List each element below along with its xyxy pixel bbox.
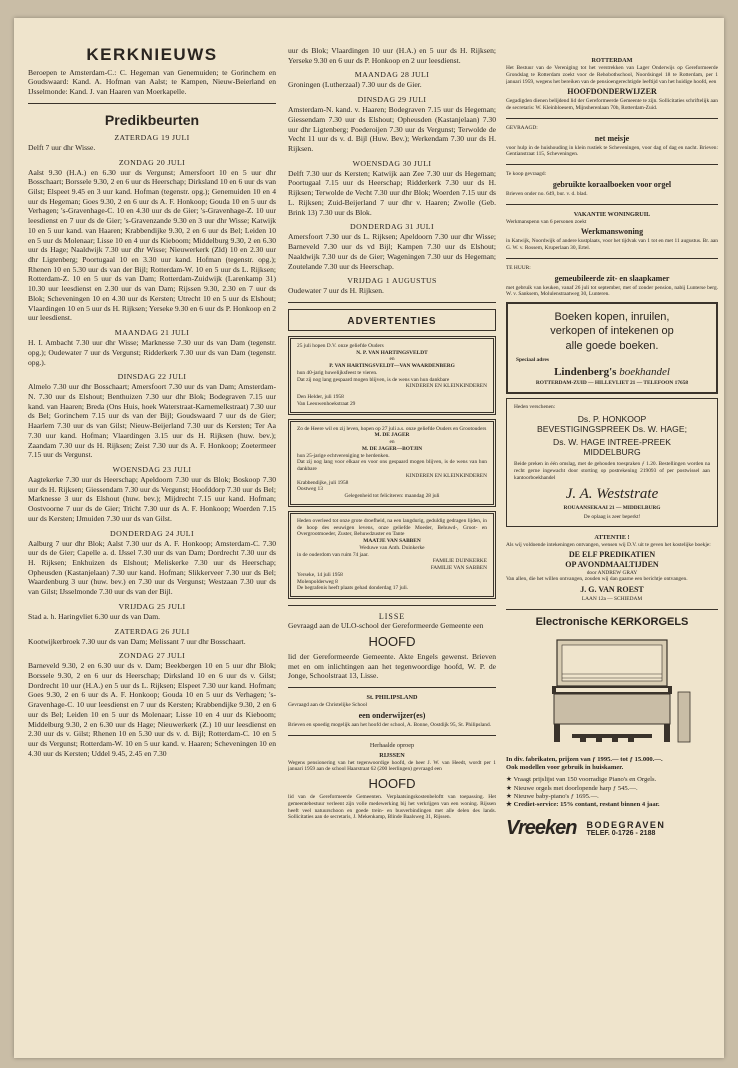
day-schedule: Almelo 7.30 uur dhr Bosschaart; Amersfoort 7.30 uur ds van Dam; Amsterdam-N. 7.30 uur ds Elshout; Benthuizen 7.30 uur dhr Blok; Bodegraven 7.15 uur kand. van Haaren; Breda (Ons Huis, hoek Waterstraat-Karnemelkstraat) 7.30 uur ds Bel; Gorinchem 7.15 uur ds van der Bijl; Goudswaard 7 uur ds de Gier; Haarlem 7.30 uur ds van Gilst; Nieuw-Beijerland 7.30 uur ds Kersten; Ter Aa 7.30 uur kand. Hofman; Vlaardingen 3.15 uur ds H. Rijksen (huw. bev.); Zaandam 7.30 uur ds H. Rijksen; Zeist 7.30 uur ds A. F. Honkoop; Zoetermeer 7.15 uur ds Vergunst.: [28, 382, 276, 460]
day-schedule: Amsterdam-N. kand. v. Haaren; Bodegraven 7.15 uur ds Hegeman; Giessendam 7.30 uur ds Elshout; Opheusden (Kastanjelaan) 7.30 uur dhr Ligtenberg; Poederoijen 7.30 uur ds Vergunst; Terwolde de Vecht 11 uur ds v. d. Bijl (Huw. Bev.); Werkendam 7.30 uur ds H. Rijksen.: [288, 105, 496, 154]
column-middle: [288, 46, 496, 1051]
overlijden-ad: Heden overleed tot onze grote droefheid, na een langdurig, geduldig gedragen lijden, in de hoop des eeuwigen levens, onze geliefde Moeder, Behuwd-, Groot- en Overgrootmoeder, Zuster, Behuwdzuster en Tante MAATJE VAN SABBEN Weduwe van Anth. Duinkerke in de ouderdom van ruim 74 jaar. FAMILIE DUINKERKE FAMILIE VAN SABBEN Yerseke, 14 juli 1958 Molenpolderweg 8 De begrafenis heeft plaats gehad donderdag 17 juli.: [288, 511, 496, 599]
day-schedule: Delft 7.30 uur ds Kersten; Katwijk aan Zee 7.30 uur ds Hegeman; Poortugaal 7.15 uur ds Heerschap; Ridderkerk 7.30 uur ds H. Rijksen; Terwolde de Vecht 7.30 uur dhr Blok; Woerden 7.15 uur ds L. Rijksen; Zuid-Beijerland 7 uur dhr v. Haaren; Zwolle (Geb. Brink 13) 7.30 uur ds Blok.: [288, 168, 496, 217]
advertenties-header: ADVERTENTIES: [288, 309, 496, 331]
day-heading: WOENSDAG 23 JULI: [112, 464, 192, 474]
day-schedule: H. I. Ambacht 7.30 uur dhr Wisse; Marknesse 7.30 uur ds van Dam (tegenstr. opg.); Oudewater 7 uur ds Vergunst; Ridderkerk 7.30 uur ds van Dam (tegenstr. opg.).: [28, 338, 276, 367]
vacature-rotterdam: ROTTERDAM Het Bestuur van de Vereniging tot het verstrekken van Lager Onderwijs op Gereformeerde Grondslag te Rotterdam zoekt voor de Rehobothschool, Noordsingel 18 te Rotterdam, per 1 januari 1959, wegens het bereiken van de pensioengerechtigde leeftijd van het huidige hoofd, een HOOFDONDERWIJZER Gegadigden dienen belijdend lid der Gereformeerde Gemeente te zijn. Sollicitaties schriftelijk aan de secretaris: W. Kleinbloesem, Mijnsherenlaan 70b, Rotterdam-Zuid.: [506, 57, 718, 111]
day-heading: ZATERDAG 26 JULI: [114, 626, 190, 636]
te-koop-orgelboeken: Te koop gevraagd: gebruikte koraalboeken voor orgel Brieven onder no. 649, bur. v. d. blad.: [506, 171, 672, 197]
lindenberg-boekhandel-ad: Boeken kopen, inruilen, verkopen of intekenen op alle goede boeken. Speciaal adres Lindenberg's boekhandel ROTTERDAM-ZUID — HILLEVLIET 21 — TELEFOON 17658: [506, 302, 718, 394]
vacature-lisse: LISSE Gevraagd aan de ULO-school der Gereformeerde Gemeente een HOOFD lid der Gereformeerde Gemeente. Akte Engels gewenst. Brieven met en om inlichtingen aan het tegenwoordige hoofd, W. P. de Jonge, Schoolstraat 13, Lisse.: [288, 612, 496, 681]
day-schedule: Amersfoort 7.30 uur ds L. Rijksen; Apeldoorn 7.30 uur dhr Wisse; Barneveld 7.30 uur ds vd Bijl; Kampen 7.30 uur ds Elshout; Naaldwijk 7.30 uur ds de Gier; Wageningen 7.30 uur ds Hegeman; Zoutelande 7.30 uur ds Heerschap.: [288, 232, 496, 271]
day-schedule: Kootwijkerbroek 7.30 uur ds van Dam; Melissant 7 uur dhr Bosschaart.: [28, 636, 246, 646]
vreeken-logo-block: Vreeken BODEGRAVEN TELEF. 0-1726 - 2188: [506, 817, 666, 840]
gevraagd-meisje: GEVRAAGD: net meisje voor hulp in de huishouding in klein rustiek te Scheveningen, voor dag of dag en nacht. Brieven: Gentianstraat 115, Scheveningen.: [506, 124, 718, 158]
day-schedule: Stad a. h. Haringvliet 6.30 uur ds van Dam.: [28, 611, 161, 621]
day-heading: DINSDAG 29 JULI: [357, 95, 427, 105]
day-schedule: Groningen (Lutherzaal) 7.30 uur ds de Gier.: [288, 80, 422, 90]
divider: [28, 103, 276, 104]
day-heading: DINSDAG 22 JULI: [117, 372, 187, 382]
jubileum-ad-de-jager: Zo de Heere wil en zij leven, hopen op 27 juli a.s. onze geliefde Ouders en Grootouders M. DE JAGER en M. DE JAGER—BOTJIN hun 25-jarige echtvereniging te herdenken. Dat zij nog lang voor elkaar en voor ons gespaard mogen blijven, is de wens van hun dankbare KINDEREN EN KLEINKINDEREN Krabbendijke, juli 1958 Oostweg 13 Gelegenheid tot feliciteren: maandag 28 juli: [288, 419, 496, 507]
predikatien-ad: ATTENTIE ! Als wij voldoende intekeningen ontvangen, wensen wij D.V. uit te geven het kostelijke boekje: DE ELF PREDIKATIEN OP AVONDMAALTIJDEN door ANDREW GRAY Van allen, die het willen ontvangen, zouden wij dan gaarne een berichtje ontvangen. J. G. VAN ROEST LAAN 12a — SCHIEDAM: [506, 533, 711, 603]
predikbeurten-list: [28, 133, 276, 759]
weststrate-preken-ad: Heden verschenen: Ds. P. HONKOOP BEVESTIGINGSPREEK Ds. W. HAGE; Ds. W. HAGE INTREE-PREEK MIDDELBURG Beide preken in één omslag, met de gehouden toespraken ƒ 1.20. Bestellingen worden na recht gerne ingewacht door storting op postrekening 219093 of per postwissel aan kantoorboekhandel J. A. Weststrate ROUAANSEKAAI 21 — MIDDELBURG De oplaag is zeer beperkt!: [506, 398, 718, 527]
predikbeurten-title: Predikbeurten: [104, 111, 200, 128]
day-heading: DONDERDAG 24 JULI: [110, 528, 194, 538]
day-heading: MAANDAG 28 JULI: [354, 70, 430, 80]
vreeken-logo: Vreeken: [506, 817, 577, 840]
jubileum-ad-hartingsveldt: 25 juli hopen D.V. onze geliefde Ouders N. P. VAN HARTINGSVELDT en P. VAN HARTINGSVELDT—VAN WAARDENBERG hun 40-jarig huwelijksfeest te vieren. Dat zij nog lang gespaard mogen blijven, is de wens van hun dankbare KINDEREN EN KLEINKINDEREN Den Helder, juli 1958 Van Leeuwenhoekstraat 29: [288, 336, 496, 415]
divider: [288, 302, 496, 303]
divider: [506, 118, 718, 119]
vacature-philipsland: St. PHILIPSLAND Gevraagd aan de Christelijke School een onderwijzer(es) Brieven en spoedig mogelijk aan het hoofd der school, A. Bonne, Oostdijk 95, St. Philipsland.: [288, 694, 492, 728]
day-heading: WOENSDAG 30 JULI: [352, 158, 432, 168]
te-huur-kamer: TE HUUR: gemeubileerde zit- en slaapkamer met gebruik van keuken, vanaf 26 juli tot september, met of zonder pension, nabij Lunterse berg. W. v. Sanksem, Molulenstraatweg 30, Lunteren.: [506, 264, 718, 298]
column-advertenties: [506, 54, 718, 1054]
predikbeurten-list-2: [288, 70, 496, 296]
divider: [506, 204, 718, 205]
divider: [506, 258, 718, 259]
day-heading: ZONDAG 20 JULI: [118, 157, 186, 167]
day-schedule: Aagtekerke 7.30 uur ds Heerschap; Apeldoorn 7.30 uur ds Blok; Boskoop 7.30 uur ds H. Rijksen; Giessendam 7.30 uur ds Vergunst; Hoofddorp 7.30 uur ds Bel; Marknesse 3 uur ds Elshout (huw. bev.); Mijdrecht 7.15 uur kand. Hofman; Oostvoorne 7 uur ds de Gier; Tricht 7.30 uur ds A. F. Honkoop; Woerden 7.15 uur ds Kersten; IJmuiden 7.30 uur ds van Gilst.: [28, 474, 276, 523]
day-schedule: Oudewater 7 uur ds H. Rijksen.: [288, 286, 384, 296]
column-kerknieuws: [28, 46, 276, 1051]
vakantie-woningruil: VAKANTIE WONINGRUIL Werkmanspenn van 6 personen zoekt Werkmanswoning in Katwijk, Noordwijk of andere kustplaats, voor het tijdvak van 1 tot en met 11 augustus. Br. aan G. W. v. Rossem, Kruperlaan 30, Ertel.: [506, 210, 718, 251]
divider: [288, 735, 496, 736]
vacature-rijssen: Herhaalde oproep RIJSSEN Wegens pensionering van het tegenwoordige hoofd, de heer J. W. van Heedt, wordt per 1 januari 1959 aan de school Haarstraat 62 (200 leerlingen) gevraagd een HOOFD lid van de Gereformeerde Gemeenten. Verplaatsingskostenbeloftt van toepassing. Het gemeentebestuur verleent zijn volle medewerking bij het verkrijgen van een woning. Rijssen heeft veel natuurschoon en goede trein- en busverbindingen met alle delen des lands. Sollicitaties aan de secretaris, J. Mekenkamp, Blinde Baalsweg 31, Rijssen.: [288, 741, 496, 821]
day-heading: DONDERDAG 31 JULI: [350, 222, 434, 232]
day-heading: VRIJDAG 1 AUGUSTUS: [347, 276, 437, 286]
day-schedule: Aalburg 7 uur dhr Blok; Aalst 7.30 uur ds A. F. Honkoop; Amsterdam-C. 7.30 uur ds de Gier; Capelle a. d. IJssel 7.30 uur ds van Dam; Dordrecht 7.30 uur ds H. Rijksen; Enkhuizen ds Elshout; Meliskerke 7.30 uur ds Heerschap; Opheusden (Kastanjelaan) 7.30 uur kand. Hofman; Slikkerveer 7.30 uur ds Bel; Waardenburg 3 uur (huw. bev.) en 7.30 uur ds Vergunst; Westzaan 7.30 uur ds van Gilst; IJsselmonde 7.30 uur ds van der Bijl.: [28, 538, 276, 597]
day-schedule: Delft 7 uur dhr Wisse.: [28, 142, 96, 152]
predikbeurten-continued: uur ds Blok; Vlaardingen 10 uur (H.A.) en 5 uur ds H. Rijksen; Yerseke 9.30 en 6 uur ds P. Honkoop en 2 uur leesdienst.: [288, 46, 496, 65]
kerknieuws-text: Beroepen te Amsterdam-C.: C. Hegeman van Genemuiden; te Gorinchem en Goudswaard: Kand. A. Hofman van Aalst; te Kampen, Nieuw-Beierland en IJsselmonde: Kand. J. van Haaren van Moerkapelle.: [28, 67, 276, 97]
divider: [506, 164, 718, 165]
day-heading: VRIJDAG 25 JULI: [118, 601, 186, 611]
divider: [288, 687, 496, 688]
day-heading: ZONDAG 27 JULI: [118, 651, 186, 661]
kerknieuws-title: KERKNIEUWS: [86, 46, 218, 64]
kerkorgels-ad: Electronische KERKORGELS In div. fabrikaten, prijzen van ƒ 1995.— tot ƒ 15.000.—. Ook modellen voor gebruik in huiskamer. ★ Vraagt prijslijst van 150 voorradige Piano's en Orgels. ★ Nieuwe orgels met doorlopende harp ƒ 545.—. ★ Nieuwe baby-piano's ƒ 1695.—. ★ Crediet-service: 15% contant, restant binnen 4 jaar. Vreeken BODEGRAVEN TELEF. 0-1726 - 2188: [506, 616, 718, 840]
day-heading: MAANDAG 21 JULI: [114, 328, 190, 338]
day-schedule: Aalst 9.30 (H.A.) en 6.30 uur ds Vergunst; Amersfoort 10 en 5 uur dhr Bosschaart; Borssele 9.30, 2 en 6 uur ds Heerschap; Dirksland 10 en 6 uur ds van Gilst; Elspeet 9.45 en 3 uur kand. Hofman (tegenstr. opg.); Genemuiden 10 en 4 uur ds Hegeman; Goes 9.30, 2 en 6 uur ds A. F. Honkoop; Gouda 10 en 5 uur ds Verhagen; 's-Gravenhage-C. 10 en 4.30 uur ds de Gier; 's-Gravenhage-Z. 10 uur leesdienst en 7 uur ds de Gier; 's-Gravenzande 9.30 en 3 uur dhr Wisse; Katwijk 10 en 5 uur kand. van Haaren; Krabbendijke 9.30, 2 en 6 uur ds Bel; Leiden 10 en 5 uur ds Molenaar; Lisse 10 en 4 uur ds Kieboom; Middelburg 9.30, 2 en 6.30 uur ds Hage; Naaldwijk 7.30 uur dhr Wisse; Nieuwerkerk (Zld) 10 en 2.30 uur dhr Ligtenberg; Poortugaal 10 en 3.30 uur kand. Hofman (tegenstr. opg.); Rhenen 10 en 5.30 uur ds van der Bijl; Rotterdam-W. 10 en 5 uur ds L. Rijksen; Rotterdam-Z. 10 en 5 uur ds van Dam; Rotterdam-Zuidwijk (Larenkamp 31) 10.30 uur leesdienst en 2.30 uur ds van Dam; Rijssen 9.30, 2.30 en 7 uur ds Blok; Scheveningen 10 en 4.30 uur ds Kersten; Utrecht 10 en 5 uur ds Elshout; Vlaardingen 10 en 5 uur ds H. Rijksen; Yerseke 9.30 en 6 uur ds P. Honkoop en 2 uur leesdienst.: [28, 167, 276, 323]
divider: [288, 605, 496, 606]
newspaper-page: [14, 18, 724, 1058]
day-heading: ZATERDAG 19 JULI: [114, 132, 190, 142]
organ-illustration: [532, 632, 692, 752]
day-schedule: Barneveld 9.30, 2 en 6.30 uur ds v. Dam; Beekbergen 10 en 5 uur dhr Blok; Borssele 9.30, 2 en 6 uur ds Heerschap; Dirksland 10 en 6 uur ds v. Gilst; Dordrecht 10 uur (H.A.) en 5 uur ds L. Rijksen; Elspeet 7.30 uur kand. Hofman; Goes 9.30, 2 en 6 uur ds A. F. Honkoop; Gouda 10 en 5 uur ds Verhagen; 's-Gravenhage-C. 10 uur leesdienst en 7 uur ds Kersten; Krabbendijke 9.30, 2 en 6 uur ds Bel; Leiden 10 en 5 uur ds Molenaar; Lisse 10 en 4 uur ds Kieboom; Middelburg 9.30, 2 en 6.30 uur ds Hage; Nieuwerkerk (Z.) 10 uur leesdienst en 2.30 uur ds v. Gilst; Rhenen 10 en 5.30 uur ds v. d. Bijl; Rotterdam-C. 10 en 5 uur ds Vergunst; Rotterdam-W. 10 en 5 uur kand. v. Haaren; Scheveningen 10 en 4.30 uur ds Kersten; Uddel 9.45, 2.45 en 7.30: [28, 661, 276, 758]
divider: [506, 609, 718, 610]
